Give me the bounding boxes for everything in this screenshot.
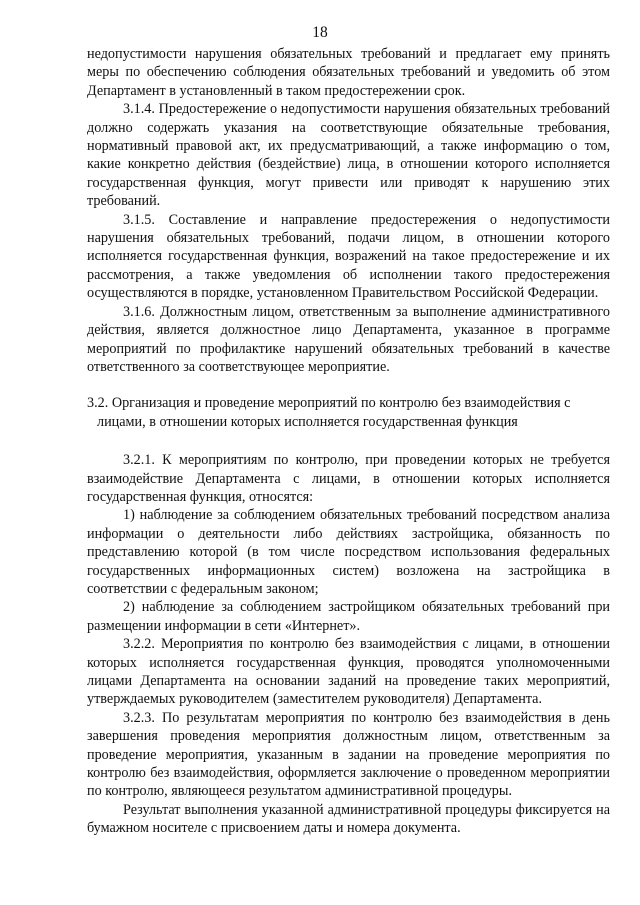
paragraph-3-2-3: 3.2.3. По результатам мероприятия по контролю без взаимодействия в день завершения проведения мероприятия должностным лицом, ответственным за проведение мероприятия, указанным в задании на проведение мероприятия по контролю без взаимодействия, оформляется заключение о проведенном мероприятии по контролю, являющееся результатом административной процедуры. (87, 709, 610, 800)
paragraph-3-1-4: 3.1.4. Предостережение о недопустимости нарушения обязательных требований должно содержать указания на соответствующие обязательные требования, нормативный правовой акт, их предусматривающий, а также информацию о том, какие конкретно действия (бездействие) лица, в отношении которого исполняется государственная функция, могут привести или приводят к нарушению этих требований. (87, 101, 610, 210)
paragraph-3-2-1: 3.2.1. К мероприятиям по контролю, при проведении которых не требуется взаимодействие Департамента с лицами, в отношении которых исполняется государственная функция, относятся: (87, 452, 610, 505)
paragraph-3-1-5: 3.1.5. Составление и направление предостережения о недопустимости нарушения обязательных требований, подачи лицом, в отношении которого исполняется государственная функция, возражений на такое предостережение и их рассмотрения, а также уведомления об исполнении такого предостережения осуществляются в порядке, установленном Правительством Российской Федерации. (87, 211, 610, 302)
document-body (87, 45, 610, 838)
section-heading-3-2: 3.2. Организация и проведение мероприятий по контролю без взаимодействия с лицами, в отношении которых исполняется государственная функция (87, 395, 571, 430)
paragraph-continuation: недопустимости нарушения обязательных требований и предлагает ему принять меры по обеспечению соблюдения обязательных требований и уведомить об этом Департамент в установленный в таком предостережении срок. (87, 46, 610, 99)
paragraph-3-2-2: 3.2.2. Мероприятия по контролю без взаимодействия с лицами, в отношении которых исполняется государственная функция, проводятся уполномоченными лицами Департамента на основании заданий на проведение таких мероприятий, утверждаемых руководителем (заместителем руководителя) Департамента. (87, 636, 610, 708)
list-item-2: 2) наблюдение за соблюдением застройщиком обязательных требований при размещении информации в сети «Интернет». (87, 599, 610, 634)
list-item-1: 1) наблюдение за соблюдением обязательных требований посредством анализа информации о деятельности либо действиях застройщика, обязанность по представлению которой (в том числе посредством использования федеральных государственных информационных систем) возложена на застройщика в соответствии с федеральным законом; (87, 507, 610, 597)
paragraph-result: Результат выполнения указанной административной процедуры фиксируется на бумажном носителе с присвоением даты и номера документа. (87, 801, 610, 837)
paragraph-3-1-6: 3.1.6. Должностным лицом, ответственным за выполнение административного действия, является должностное лицо Департамента, указанное в программе мероприятий по профилактике нарушений обязательных требований в качестве ответственного за соответствующее мероприятие. (87, 303, 610, 375)
page-number: 18 (312, 24, 328, 41)
